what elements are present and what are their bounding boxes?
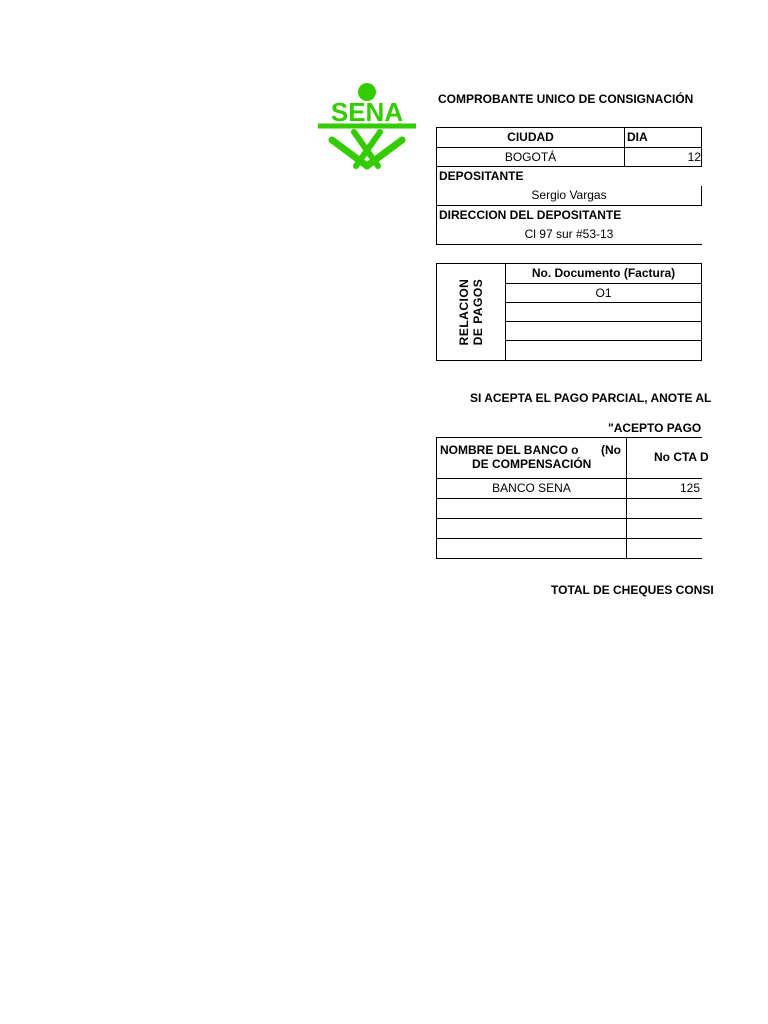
documento-row — [506, 302, 701, 321]
documento-row — [506, 321, 701, 340]
logo-text: SENA — [330, 97, 404, 127]
acepto-pago-text: "ACEPTO PAGO — [608, 421, 702, 435]
bank-header-line2: DE COMPENSACIÓN — [472, 457, 592, 471]
total-cheques-text: TOTAL DE CHEQUES CONSI — [551, 583, 714, 597]
documento-row: O1 — [595, 285, 612, 300]
pago-parcial-text: SI ACEPTA EL PAGO PARCIAL, ANOTE AL — [470, 391, 712, 405]
bank-header-no: (No — [601, 443, 621, 457]
document-title: COMPROBANTE UNICO DE CONSIGNACIÓN — [438, 92, 694, 106]
relacion-pagos-label: RELACION DE PAGOS — [457, 278, 485, 346]
depositante-label: DEPOSITANTE — [439, 168, 524, 183]
sena-logo — [316, 82, 420, 172]
documento-row — [506, 340, 701, 360]
direccion-value: Cl 97 sur #53-13 — [524, 227, 614, 241]
bank-name-cell — [437, 498, 626, 518]
documento-header: No. Documento (Factura) — [531, 266, 676, 280]
bank-name-cell — [437, 538, 626, 558]
account-cell: 125 — [680, 481, 701, 495]
ciudad-label: CIUDAD — [507, 130, 554, 144]
account-header: No CTA D — [654, 450, 709, 464]
bank-name-cell — [437, 518, 626, 538]
ciudad-value: BOGOTÁ — [504, 149, 557, 164]
depositante-value: Sergio Vargas — [531, 188, 607, 202]
bank-header-line1: NOMBRE DEL BANCO o — [440, 443, 579, 457]
direccion-label: DIRECCION DEL DEPOSITANTE — [439, 207, 622, 222]
dia-value: 12 — [687, 149, 701, 164]
dia-label: DIA — [627, 130, 648, 144]
bank-name-cell: BANCO SENA — [492, 481, 571, 495]
